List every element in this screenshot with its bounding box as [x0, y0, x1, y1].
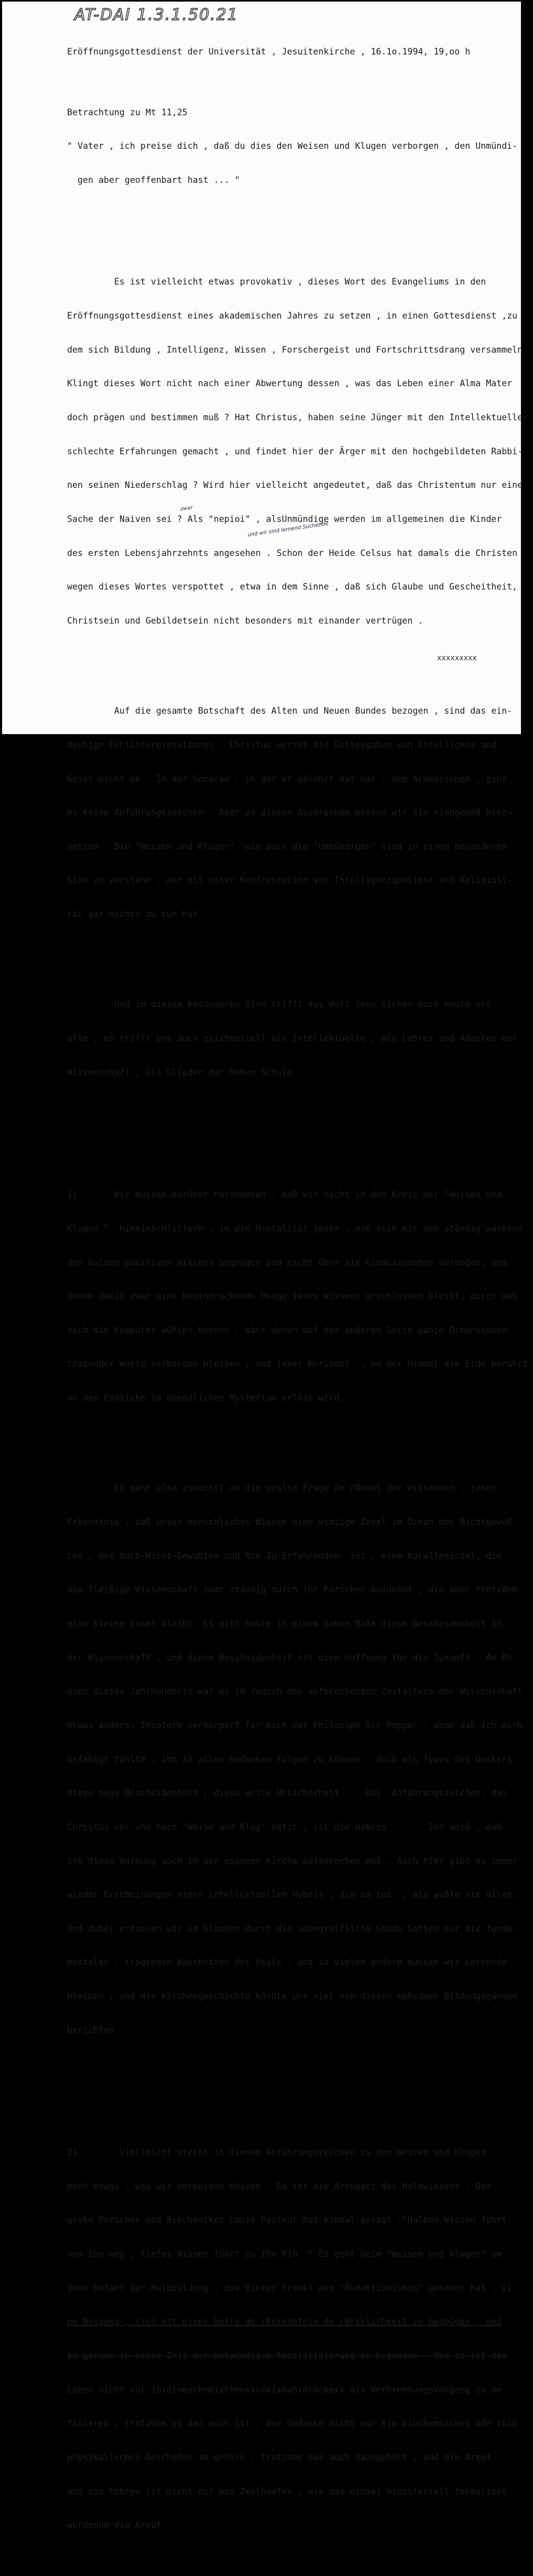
text-line: es keine Anführungszeichen . Aber zu diesen Ausdrücken müssen wir sie sinngemäß hinzu- — [67, 807, 518, 818]
text-line: jene Gefahr der Halbbildung , die Viktor Frankl den "Reduktionismus" genannt hat , ei- — [67, 2283, 518, 2293]
text-line: des ersten Lebensjahrzehnts angesehen . Schon der Heide Celsus hat damals die Christen — [67, 548, 518, 558]
text-line: Wissenschaft , als Glieder der Hohen Schule . — [67, 1067, 303, 1077]
text-line: alle , es trifft uns auch existentiell als Intellektuelle , als Lehrer und Adepten der — [67, 1033, 518, 1044]
header-quote-line: " Vater , ich preise dich , daß du dies den Weisen und Klugen verborgen , den Unmündi- — [67, 141, 518, 151]
text-line: deutige Fehlinterpretationen . Christus wertet die Gottesgaben von Intelligenz und — [67, 739, 497, 750]
text-line: Sinn zu verstehn , der mit einer Konfrontation von Intelligenzquotient und Religiosi- — [67, 875, 513, 886]
text-line: eine kleine Insel bleibt. Es gibt heute in einem hohen Maße diese Bescheidenheit in — [67, 1619, 502, 1629]
text-line: noch etwas , was wir vermeiden müssen . Es ist die Arroganz des Halbwissens . Der — [67, 2181, 492, 2191]
header-occasion: Eröffnungsgottesdienst der Universität , Jesuitenkirche , 16.1o.1994, 19,oo h — [67, 47, 471, 57]
text-line: und ein Embryo ist nicht nur ein Zellhaufen , wie das einmal ministeriell formuliert — [67, 2486, 507, 2496]
text-line: Sache der Naiven sei ? Als "nepioi" , alsUnmündige werden im allgemeinen die Kinder — [67, 514, 502, 524]
text-line: 1) Wir müssen darüber nachdenken , daß wir nicht in den Kreis der "Weisen und — [67, 1189, 502, 1200]
text-line: mentalen , tragenden Wahrheiten des Heils , und in vielem andere müssen wir Lernende — [67, 1957, 507, 1968]
text-line: finieren , trotzdem es das auch ist , der Gedanke nicht nur ein biochemsiches ode rbio — [67, 2418, 518, 2429]
text-line: die fleißige Wissenschaft zwar ständig durch ihr Forschen ausdehnt , die aber trotzdem — [67, 1585, 518, 1595]
text-line: 2) Vielleicht steckt in diesem Anführungszeichen zu den Weisen und Klugen — [67, 2147, 486, 2158]
text-line: tät gar nichts zu tun hat . — [67, 909, 209, 920]
text-line: wurdeund die Armut — [67, 2520, 161, 2530]
text-line: dem sich Bildung , Intelligenz, Wissen , Forschergeist und Fortschrittsdrang versammeln. — [67, 344, 528, 355]
text-line: Klingt dieses Wort nicht nach einer Abwertung dessen , was das Leben einer Alma Mater — [67, 378, 513, 389]
text-line: Leben nicht nur inxeinexchemischenxkxmxixnanxdrückexx als Verbrennungsvorgang zu de- — [67, 2384, 507, 2395]
handwritten-note-zwar: zwar — [180, 505, 193, 512]
document-page — [2, 2, 533, 2530]
text-line: tragender Werte verborgen bleiben , und jener Horizont , wo der Himmel die Erde berührt. — [67, 1359, 533, 1369]
text-line: setzen : Die "Weisen und Klugen" wie auch die "Unmündigen" sind in einem besonderen — [67, 841, 507, 852]
text-line: sich die Komputer wühlen können , aber denen auf der anderen Seite ganze Dimensionen — [67, 1325, 507, 1335]
text-line: doch prägen und bestimmen muß ? Hat Christus, haben seine Jünger mit den Intellektueller — [67, 412, 528, 423]
section-2 — [67, 2124, 519, 2553]
text-line: wo das Endliche im Unendlichen Mysterium erlöst wird. — [67, 1393, 345, 1403]
handwritten-note-heils: und wir sind lernend Suchende — [247, 521, 329, 538]
text-line: ginn dieses Jahrhunderts war es im rausch des aufbrechenden Zeitalters der Wissenschaft — [67, 1686, 523, 1697]
text-line: wegen dieses Wortes verspottet , etwa in dem Sinne , daß sich Glaube und Gescheitheit, — [67, 582, 518, 592]
text-line: Erkenntnis , daß unser menschliches Wissen eine winzige Insel im Ozean des Nichtgewuß- — [67, 1517, 518, 1527]
text-line: physikalisches Geschehen im gehirn , trotzdem das auch dazugehört , und die Armut — [67, 2452, 492, 2462]
paragraph-special-sense — [67, 976, 519, 1100]
text-line: Und in diesem besonderen Sinn trifft das Wort Jesu sicher auch heute uns — [67, 999, 492, 1010]
text-line: Christsein und Gebildetsein nicht besonders mit einander vertrügen . — [67, 615, 423, 626]
text-line: nen seinen Niederschlag ? Wird hier vielleicht angedeutet, daß das Christentum nur eine — [67, 480, 523, 490]
paragraph-humility — [67, 1460, 523, 2058]
document-body — [67, 24, 533, 2576]
text-line: denen damit zwar eine beeindruckende Menge jenes Wissens erschlossen bleibt, durch das — [67, 1291, 518, 1302]
paragraph-intro — [67, 254, 528, 649]
text-line: befähigt fühlte , ihm in allen Gedanken folgen zu können , doch als Typus des Denkers — [67, 1754, 513, 1764]
text-line: große Forscher und Biochemiker Louis Pasteur hat einmal gesagt :"Halbes Wissen führt — [67, 2215, 507, 2225]
text-line: der Wissenschaft , und diese Bescheidenheit ist eine Hoffnung für die Zukunft . Am Be- — [67, 1652, 518, 1663]
text-line: Christus vor und nach "Weise und Klug" setzt , ist die Hybris . Ich weiß , daß — [67, 1821, 502, 1832]
paragraph-interpretation — [67, 683, 519, 943]
text-line: Eröffnungsgottesdienst eines akademischen Jahres zu setzen , in einen Gottesdienst ,zu — [67, 311, 518, 321]
text-line: ten , des Noch-Nicht-Gewußten und Nie-Zu-Erfahrenden ist , eine Koralleninsel, die — [67, 1551, 502, 1561]
text-line: bleiben , und die Kirchengeschichte könnte uns viel von diesen mühsamen Bildungsgängen — [67, 1991, 518, 2002]
text-line-struck: so gerade in einer Zeit der notwendigen Spezialisierung zu begnügen . Und so ist das — [67, 2351, 507, 2361]
text-line: Geist nicht ab . In der Sprache , in der er gelehrt hat hat , dem Aramäischen , gibt — [67, 773, 507, 784]
text-line: schlechte Erfahrungen gemacht , und findet hier der Ärger mit den hochgebildeten Rabbi- — [67, 446, 523, 456]
text-line: diese neue Bescheidenheit , diese weise Unsicherheit . Das Anführungszeichen, das — [67, 1788, 507, 1798]
text-line: den Halden positiven Wissens begnügen und nicht über sie hinauszusehen vermögen, und — [67, 1257, 507, 1268]
text-line: wieder Erscheinungen einer intellektuellen Hybris , die so tut , als wüßte sie alles. — [67, 1890, 518, 1900]
text-line-underlined: ne Neigung , sich mit einer Seite de rErkenntnis de rWriklichkeit zu begnügen , und — [67, 2317, 502, 2327]
text-line: berichten . — [67, 2025, 125, 2035]
text-line: ich diese Warnung auch in der eigenen Kirche aussprechen muß . Auch hier gibt es immer — [67, 1855, 518, 1866]
typed-overstrike: xxxxxxxxx — [437, 654, 477, 662]
archive-reference-stamp: AT-DAI 1.3.1.50.21 — [74, 6, 238, 24]
text-line: Und dabei erfassen wir im Glauben durch die unbegreifliche Gnade Gottes nur die funda- — [67, 1923, 518, 1934]
text-line: Es geht also zunächst um die uralte Frage de rDemut der Wissenden , jener — [67, 1483, 497, 1493]
section-1 — [67, 1166, 533, 1426]
header-subject: Betrachtung zu Mt 11,25 — [67, 107, 188, 117]
text-line: Es ist vielleicht etwas provokativ , dieses Wort des Evangeliums in den — [67, 277, 486, 287]
text-line: Klugen " hineinschlittern , in die Mentalität jener , die sich mit den ständig wachsen — [67, 1223, 523, 1234]
header-quote-line: gen aber geoffenbart hast ... " — [67, 175, 240, 185]
text-line: von Ihm weg , tiefes Wissen führt zu Ihm hin ." Es geht beim "Weisen und klugen" um — [67, 2249, 502, 2260]
text-line: etwas anders. Insofern verkörpert für mich der Philosoph Sir Popper - ohne daß ich mich — [67, 1720, 523, 1730]
text-line: Auf die gesamte Botschaft des Alten und Neuen Bundes bezogen , sind das ein- — [67, 706, 513, 716]
